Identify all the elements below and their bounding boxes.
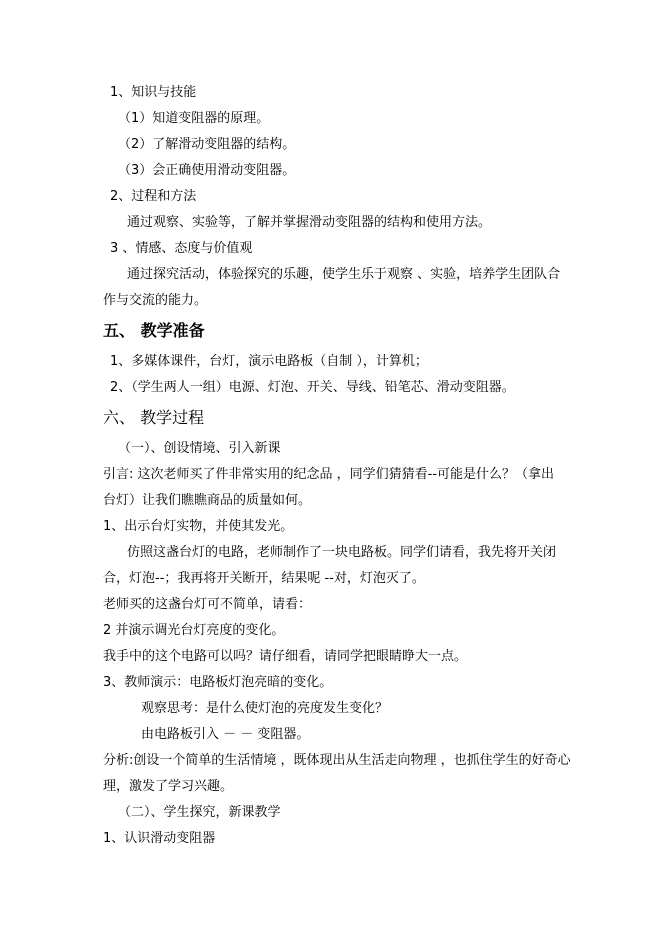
section-knowledge-skills: 1、知识与技能 — [110, 85, 197, 100]
section-process-methods: 2、过程和方法 — [110, 189, 197, 204]
step-2: 2 并演示调光台灯亮度的变化。 — [103, 623, 285, 638]
heading-teaching-preparation: 五、 教学准备 — [103, 321, 205, 340]
circuit-question: 我手中的这个电路可以吗？请仔细看，请同学把眼睛睁大一点。 — [103, 649, 468, 664]
lamp-note: 老师买的这盏台灯可不简单，请看： — [103, 597, 312, 612]
preparation-2: 2、（学生两人一组）电源、灯泡、开关、导线、铅笔芯、滑动变阻器。 — [110, 380, 515, 395]
circuit-board-text-cont: 合，灯泡--；我再将开关断开，结果呢 --对，灯泡灭了。 — [103, 571, 425, 586]
circuit-board-text: 仿照这盏台灯的电路，老师制作了一块电路板。同学们请看，我先将开关闭 — [127, 545, 557, 560]
subsection-create-situation: （一）、创设情境、引入新课 — [118, 441, 281, 456]
analysis-text-cont: 理，激发了学习兴趣。 — [103, 779, 234, 794]
process-methods-text: 通过观察、实验等，了解并掌握滑动变阻器的结构和使用方法。 — [127, 215, 492, 230]
objective-2: （2）了解滑动变阻器的结构。 — [118, 137, 296, 152]
heading-teaching-process: 六、 教学过程 — [103, 408, 205, 427]
objective-3: （3）会正确使用滑动变阻器。 — [118, 163, 296, 178]
step-3: 3、教师演示：电路板灯泡亮暗的变化。 — [103, 675, 333, 690]
observe-think: 观察思考：是什么使灯泡的亮度发生变化？ — [141, 701, 389, 716]
objective-1: （1）知道变阻器的原理。 — [118, 111, 270, 126]
attitude-values-text: 通过探究活动，体验探究的乐趣，使学生乐于观察 、实验，培养学生团队合 — [127, 267, 561, 282]
analysis-text: 分析:创设一个简单的生活情境 ，既体现出从生活走向物理 ，也抓住学生的好奇心 — [103, 753, 571, 768]
introduce-rheostat: 由电路板引入 － － 变阻器。 — [141, 727, 310, 742]
know-slide-rheostat: 1、认识滑动变阻器 — [103, 831, 216, 846]
introduction-text: 引言: 这次老师买了件非常实用的纪念品 ，同学们猜猜看--可能是什么？（拿出 — [103, 467, 555, 482]
subsection-student-inquiry: （二）、学生探究，新课教学 — [118, 805, 281, 820]
step-1: 1、出示台灯实物，并使其发光。 — [103, 519, 294, 534]
attitude-values-text-cont: 作与交流的能力。 — [103, 293, 208, 308]
section-attitude-values: 3 、情感、态度与价值观 — [110, 241, 253, 256]
introduction-text-cont: 台灯）让我们瞧瞧商品的质量如何。 — [103, 493, 312, 508]
preparation-1: 1、多媒体课件，台灯，演示电路板（自制 ），计算机； — [110, 354, 428, 369]
